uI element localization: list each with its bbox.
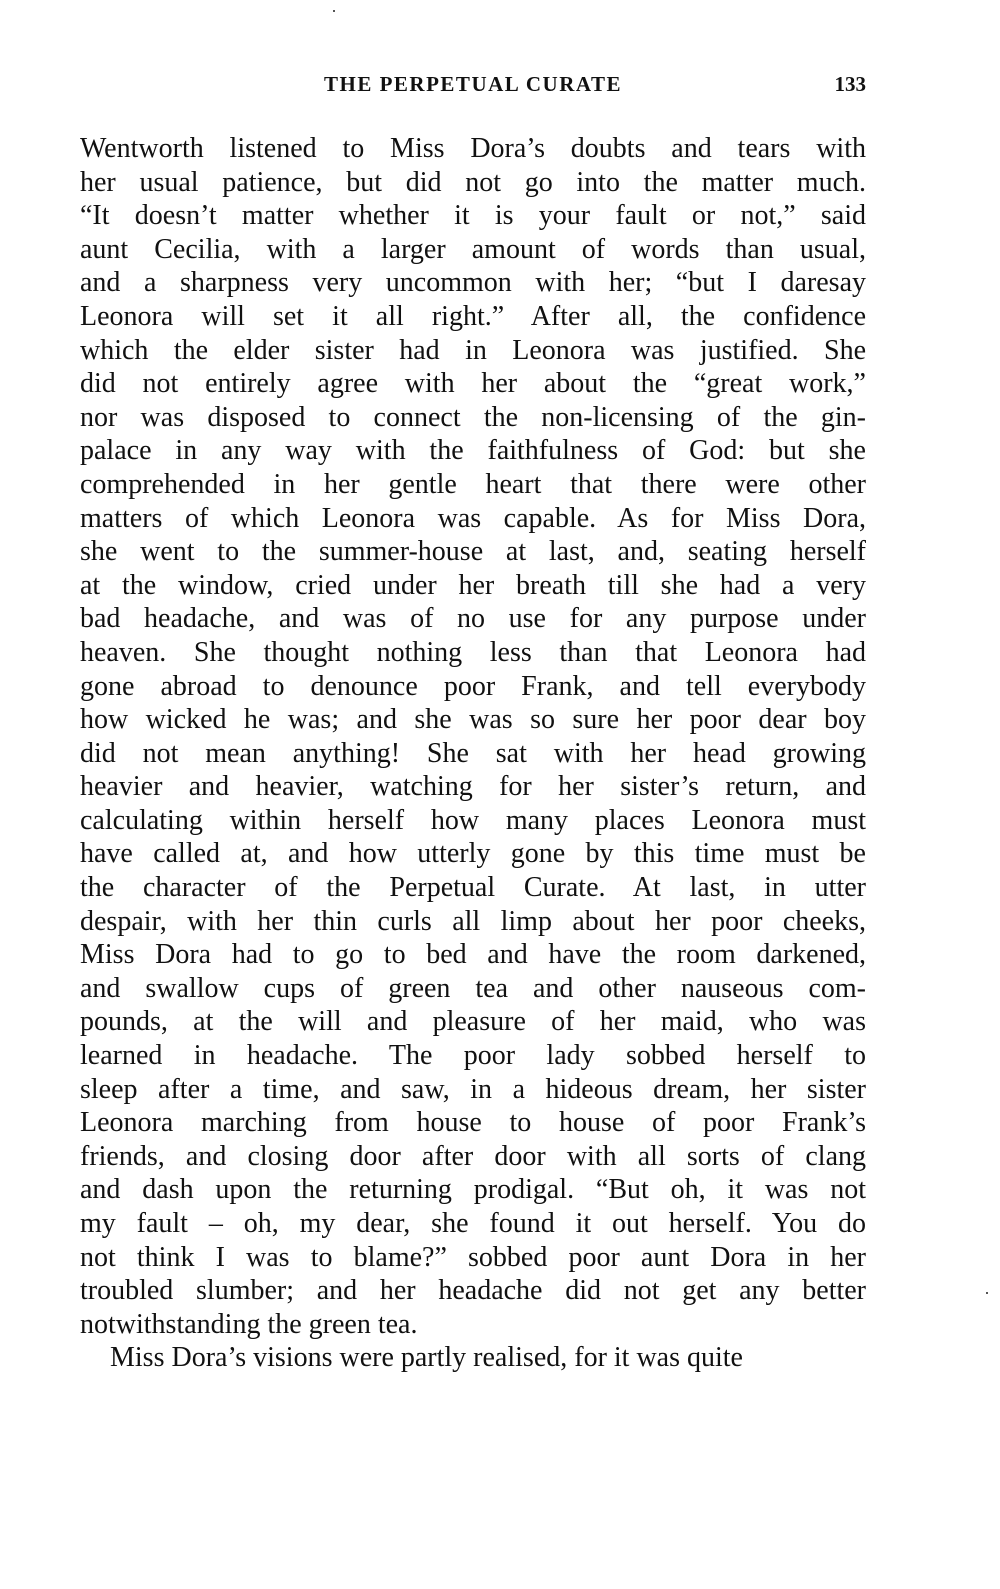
text-line: her usual patience, but did not go into the matter much.	[80, 166, 866, 198]
text-line: and dash upon the returning prodigal. “But oh, it was not	[80, 1174, 866, 1206]
page-header	[80, 72, 866, 102]
text-line: gone abroad to denounce poor Frank, and tell everybody	[80, 670, 866, 702]
text-line: nor was disposed to connect the non-licensing of the gin-	[80, 401, 866, 433]
text-line: matters of which Leonora was capable. As for Miss Dora,	[80, 502, 866, 534]
text-line: learned in headache. The poor lady sobbed herself to	[80, 1040, 866, 1072]
text-line: Leonora will set it all right.” After all, the confidence	[80, 300, 866, 332]
text-line: pounds, at the will and pleasure of her maid, who was	[80, 1006, 866, 1038]
text-line: Leonora marching from house to house of poor Frank’s	[80, 1107, 866, 1139]
scan-speck	[333, 10, 335, 12]
text-line: and swallow cups of green tea and other nauseous com-	[80, 972, 866, 1004]
text-line: did not mean anything! She sat with her head growing	[80, 737, 866, 769]
paragraph-start-line: Miss Dora’s visions were partly realised, for it was quite	[110, 1342, 743, 1374]
text-line: did not entirely agree with her about the “great work,”	[80, 368, 866, 400]
text-line: palace in any way with the faithfulness of God: but she	[80, 435, 866, 467]
text-line: sleep after a time, and saw, in a hideous dream, her sister	[80, 1073, 866, 1105]
text-line: heavier and heavier, watching for her sister’s return, and	[80, 771, 866, 803]
page-number: 133	[834, 72, 866, 96]
text-line: the character of the Perpetual Curate. At last, in utter	[80, 872, 866, 904]
text-line: troubled slumber; and her headache did not get any better	[80, 1275, 866, 1307]
text-line: friends, and closing door after door with all sorts of clang	[80, 1140, 866, 1172]
text-line: which the elder sister had in Leonora was justified. She	[80, 334, 866, 366]
text-line: “It doesn’t matter whether it is your fault or not,” said	[80, 200, 866, 232]
text-line: heaven. She thought nothing less than that Leonora had	[80, 636, 866, 668]
scan-speck	[986, 1292, 988, 1294]
text-line: Miss Dora had to go to bed and have the room darkened,	[80, 939, 866, 971]
text-line: comprehended in her gentle heart that there were other	[80, 468, 866, 500]
text-line: at the window, cried under her breath till she had a very	[80, 569, 866, 601]
text-line: bad headache, and was of no use for any purpose under	[80, 603, 866, 635]
text-line: Wentworth listened to Miss Dora’s doubts and tears with	[80, 133, 866, 164]
text-line: she went to the summer-house at last, and, seating herself	[80, 536, 866, 568]
text-line: have called at, and how utterly gone by this time must be	[80, 838, 866, 870]
text-line: aunt Cecilia, with a larger amount of words than usual,	[80, 233, 866, 265]
text-line: how wicked he was; and she was so sure her poor dear boy	[80, 704, 866, 736]
text-line: not think I was to blame?” sobbed poor aunt Dora in her	[80, 1241, 866, 1273]
running-title: THE PERPETUAL CURATE	[324, 72, 622, 96]
text-line: calculating within herself how many places Leonora must	[80, 804, 866, 836]
body-text	[80, 132, 866, 1375]
text-line: despair, with her thin curls all limp about her poor cheeks,	[80, 905, 866, 937]
text-line: my fault – oh, my dear, she found it out herself. You do	[80, 1208, 866, 1239]
text-line: and a sharpness very uncommon with her; “but I daresay	[80, 267, 866, 299]
paragraph-end-line: notwithstanding the green tea.	[80, 1308, 418, 1340]
